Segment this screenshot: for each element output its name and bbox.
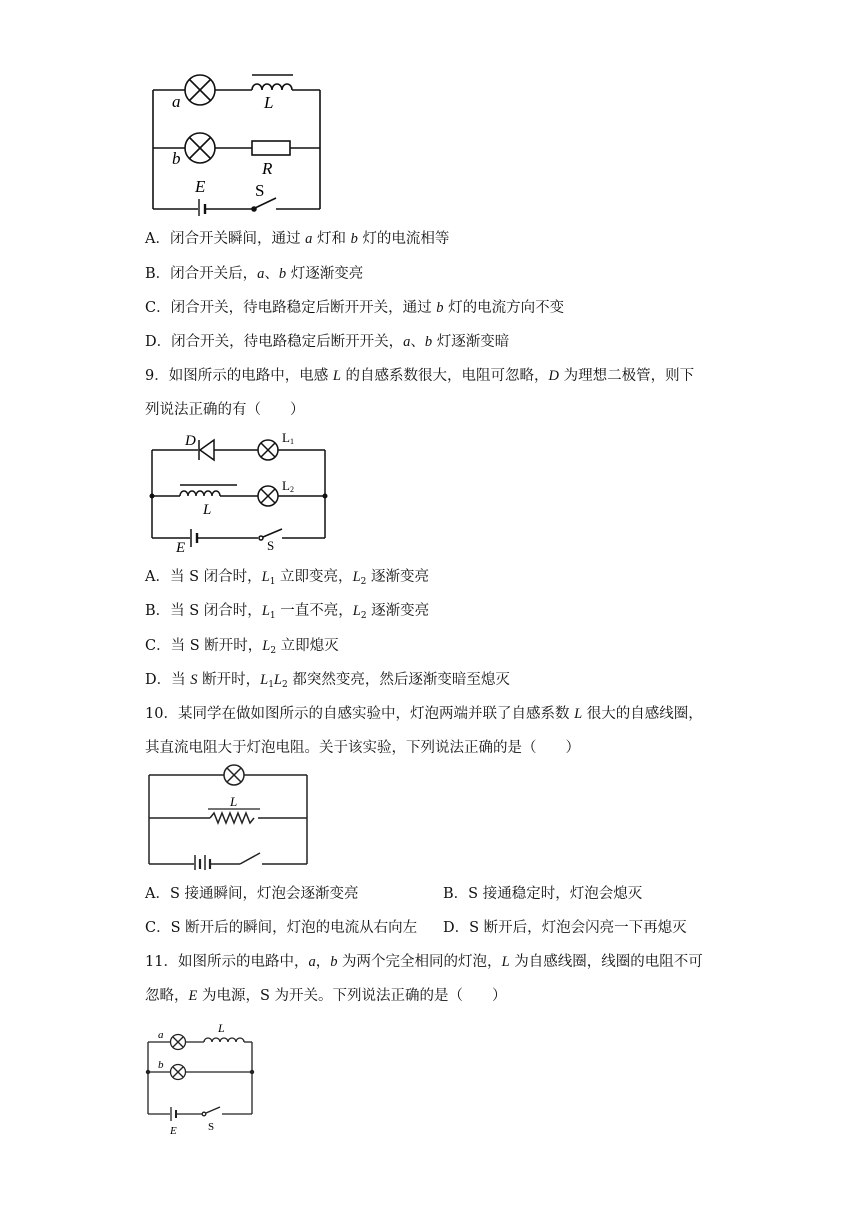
q10-stem-line-2: 其直流电阻大于灯泡电阻。关于该实验，下列说法正确的是（ ） xyxy=(145,740,580,756)
circuit-figure-q10 xyxy=(142,762,314,870)
q9-option-b[interactable]: B．当 S 闭合时，$L_1$ 一直不亮，$L_2$ 逐渐变亮 xyxy=(145,603,430,621)
inductor-label: L xyxy=(264,93,274,112)
lamp2-label: L2 xyxy=(282,478,294,494)
q11-stem-line-1: 11．如图所示的电路中，a，b 为两个完全相同的灯泡，L 为自感线圈，线圈的电阻不可 xyxy=(145,954,703,970)
switch-label: S xyxy=(255,181,265,200)
inductor-label: L xyxy=(203,502,212,518)
q10-option-a[interactable]: A．S 接通瞬间，灯泡会逐渐变亮 xyxy=(145,886,359,902)
q10-option-d[interactable]: D．S 断开后，灯泡会闪亮一下再熄灭 xyxy=(443,920,687,936)
q8-option-a[interactable]: A．闭合开关瞬间，通过 a 灯和 b 灯的电流相等 xyxy=(145,231,450,247)
battery-label: E xyxy=(170,1125,177,1136)
q8-option-d[interactable]: D．闭合开关，待电路稳定后断开开关，a、b 灯逐渐变暗 xyxy=(145,334,510,350)
q9-stem-line-2: 列说法正确的有（ ） xyxy=(145,402,305,418)
q11-stem-line-2: 忽略，E 为电源，S 为开关。下列说法正确的是（ ） xyxy=(145,988,507,1004)
lamp1-label: L1 xyxy=(282,430,294,446)
q9-option-c[interactable]: C．当 S 断开时，$L_2$ 立即熄灭 xyxy=(145,638,339,656)
q8-option-b[interactable]: B．闭合开关后，a、b 灯逐渐变亮 xyxy=(145,266,364,282)
q10-option-c[interactable]: C．S 断开后的瞬间，灯泡的电流从右向左 xyxy=(145,920,418,936)
q9-option-d[interactable]: D．当 S 断开时，$L_1L_2$ 都突然变亮，然后逐渐变暗至熄灭 xyxy=(145,672,510,690)
battery-label: E xyxy=(195,177,206,196)
battery-label: E xyxy=(176,540,186,556)
inductor-label: L xyxy=(218,1021,225,1035)
q10-stem-line-1: 10．某同学在做如图所示的自感实验中，灯泡两端并联了自感系数 L 很大的自感线圈， xyxy=(145,706,703,722)
circuit-figure-q11 xyxy=(140,1018,265,1136)
q9-option-a[interactable]: A．当 S 闭合时，$L_1$ 立即变亮，$L_2$ 逐渐变亮 xyxy=(145,569,429,587)
inductor-label: L xyxy=(230,794,238,809)
q8-option-c[interactable]: C．闭合开关，待电路稳定后断开开关，通过 b 灯的电流方向不变 xyxy=(145,300,565,316)
lamp-b-label: b xyxy=(158,1059,164,1071)
switch-label: S xyxy=(267,538,275,553)
lamp-a-label: a xyxy=(172,92,181,111)
lamp-a-label: a xyxy=(158,1029,164,1041)
circuit-figure-q8 xyxy=(140,64,340,216)
lamp-b-label: b xyxy=(172,149,181,168)
q10-option-b[interactable]: B．S 接通稳定时，灯泡会熄灭 xyxy=(443,886,643,902)
resistor-label: R xyxy=(262,159,273,178)
q9-stem-line-1: 9．如图所示的电路中，电感 L 的自感系数很大，电阻可忽略，D 为理想二极管，则下 xyxy=(145,368,695,384)
circuit-figure-q9 xyxy=(140,428,340,558)
switch-label: S xyxy=(208,1121,215,1133)
diode-label: D xyxy=(185,433,196,449)
